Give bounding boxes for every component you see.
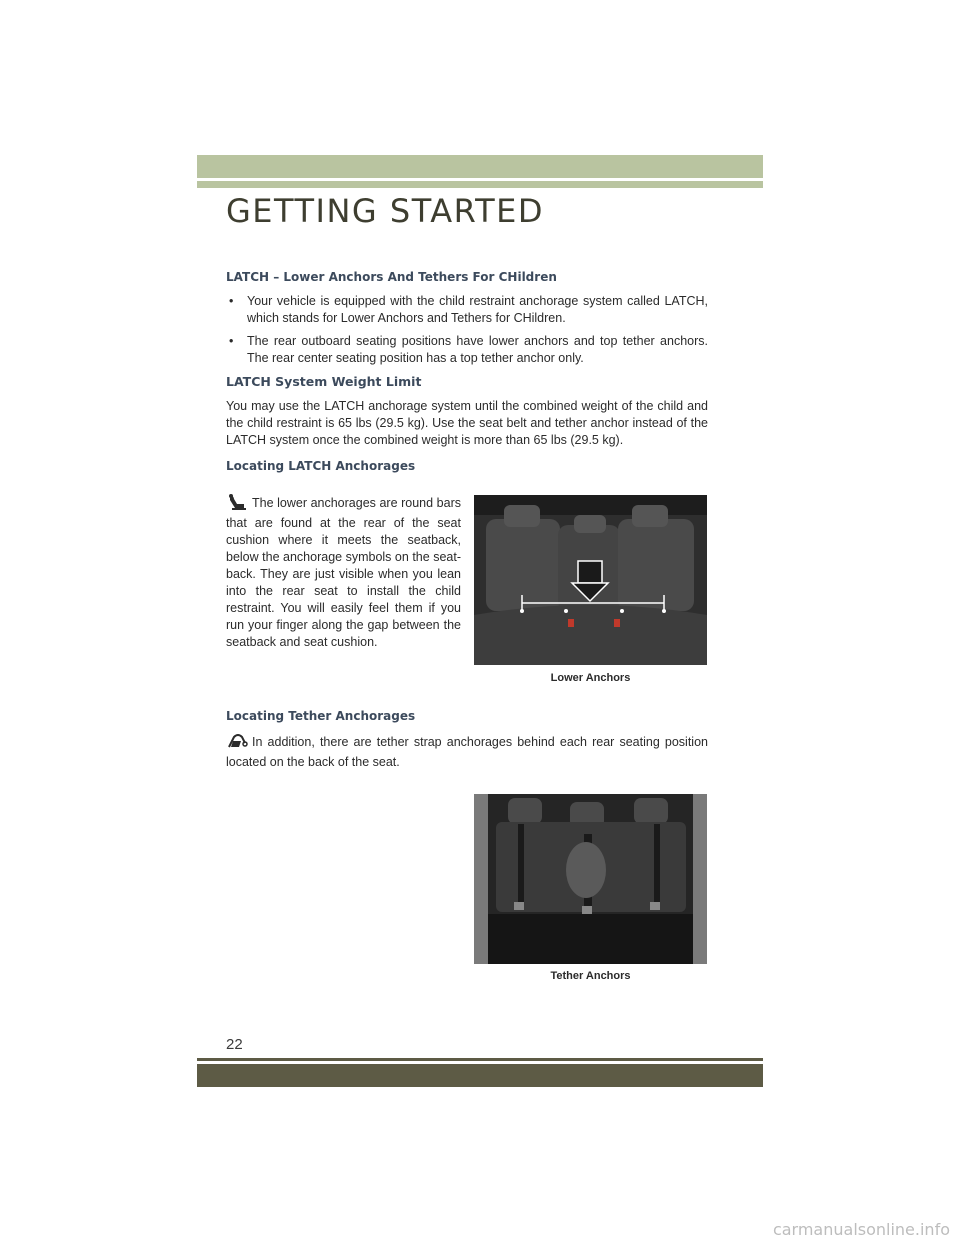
tether-anchors-caption: Tether Anchors — [550, 970, 631, 982]
footer-band — [197, 1064, 763, 1087]
latch-anchorages-heading: Locating LATCH Anchorages — [226, 459, 416, 473]
latch-anchorages-paragraph: The lower anchorages are round bars that are found at the rear of the seat cushion where it meets the seatback, below the anchorage symbols on the seat-back. They are just visible when you lean into the rear seat to install the child restraint. You will easily feel them if you run your finger along the gap between the seatback and seat cushion. — [226, 496, 461, 649]
header-rule — [197, 181, 763, 188]
page-number: 22 — [226, 1036, 243, 1053]
section-title: GETTING STARTED — [226, 192, 544, 230]
latch-bullet-1: • Your vehicle is equipped with the child restraint anchorage system called LATCH, which stands for Lower Anchors and Tethers for CHildren. — [229, 294, 708, 325]
tether-anchorages-heading: Locating Tether Anchorages — [226, 709, 416, 723]
weight-limit-paragraph: You may use the LATCH anchorage system until the combined weight of the child and the child restraint is 65 lbs (29.5 kg). Use the seat belt and tether anchor instead of the LATCH system once the combined weight is more than 65 lbs (29.5 kg). — [226, 399, 708, 447]
footer-rule — [197, 1058, 763, 1061]
lower-anchors-caption: Lower Anchors — [550, 672, 631, 684]
latch-bullet-list — [226, 293, 708, 373]
lower-anchor-icon — [226, 494, 248, 515]
tether-anchors-photo — [474, 794, 707, 964]
watermark: carmanualsonline.info — [772, 1220, 950, 1239]
tether-anchorages-paragraph: In addition, there are tether strap anchorages behind each rear seating position located on the back of the seat. — [226, 735, 708, 769]
latch-heading: LATCH – Lower Anchors And Tethers For CHildren — [226, 270, 557, 284]
weight-limit-heading: LATCH System Weight Limit — [226, 374, 422, 389]
header-band — [197, 155, 763, 178]
latch-bullet-2: • The rear outboard seating positions have lower anchors and top tether anchors. The rear center seating position has a top tether anchor only. — [229, 334, 708, 365]
lower-anchors-photo — [474, 495, 707, 665]
tether-anchor-icon — [226, 733, 248, 754]
